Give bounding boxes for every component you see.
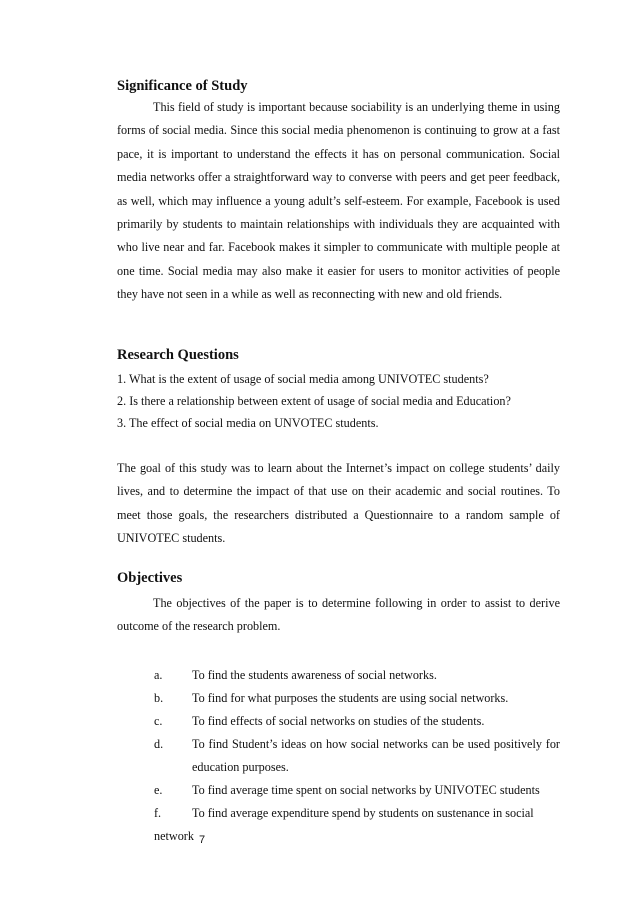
objective-item-d: [117, 733, 560, 779]
objectives-intro: The objectives of the paper is to determine following in order to assist to derive outcome of the research problem.: [117, 596, 560, 634]
significance-paragraph: This field of study is important because sociability is an underlying theme in using forms of social media. Since this social media phenomenon is continuing to grow at a fast pace, it is important to understand the effects it has on personal communication. Social media networks offer a straightforward way to converse with peers and get peer feedback, as well, which may influence a young adult’s self-esteem. For example, Facebook is used primarily by students to maintain relationships with individuals they are acquainted with who live near and far. Facebook makes it simpler to communicate with multiple people at one time. Social media may also make it easier for users to monitor activities of people they have not seen in a while as well as reconnecting with new and old friends.: [117, 100, 560, 302]
objective-item-f: [117, 802, 560, 825]
objective-item-b: [117, 687, 560, 710]
objective-text: To find for what purposes the students are using social networks.: [192, 691, 509, 705]
objective-marker: a.: [154, 668, 163, 682]
page-number: 7: [198, 834, 206, 846]
objective-marker: b.: [154, 691, 164, 705]
objectives-heading: Objectives: [117, 570, 183, 586]
objective-text: To find average time spent on social networks by UNIVOTEC students: [192, 783, 540, 797]
goal-paragraph: The goal of this study was to learn about the Internet’s impact on college students’ daily lives, and to determine the impact of that use on their academic and social routines. To meet those goals, the researchers distributed a Questionnaire to a random sample of UNIVOTEC students.: [117, 461, 560, 546]
objective-marker: c.: [154, 714, 163, 728]
objective-continuation: network: [154, 829, 194, 843]
research-question-2: 2. Is there a relationship between extent of usage of social media and Education?: [117, 394, 511, 408]
research-questions-list: [117, 368, 560, 434]
significance-heading: Significance of Study: [117, 78, 248, 94]
objective-item-a: [117, 664, 560, 687]
objective-text: To find the students awareness of social networks.: [192, 668, 437, 682]
objective-text: To find Student’s ideas on how social networks can be used positively for education purposes.: [192, 737, 560, 774]
research-questions-heading: Research Questions: [117, 347, 239, 363]
objective-marker: d.: [154, 737, 164, 751]
research-question-3: 3. The effect of social media on UNVOTEC students.: [117, 416, 379, 430]
research-question-1: 1. What is the extent of usage of social media among UNIVOTEC students?: [117, 372, 489, 386]
objective-item-e: [117, 779, 560, 802]
objective-text: To find effects of social networks on studies of the students.: [192, 714, 485, 728]
objective-marker: e.: [154, 783, 163, 797]
objective-text: To find average expenditure spend by students on sustenance in social: [192, 806, 534, 820]
objectives-list: [117, 664, 560, 848]
document-page: [117, 0, 560, 903]
objective-marker: f.: [154, 806, 162, 820]
objective-item-c: [117, 710, 560, 733]
